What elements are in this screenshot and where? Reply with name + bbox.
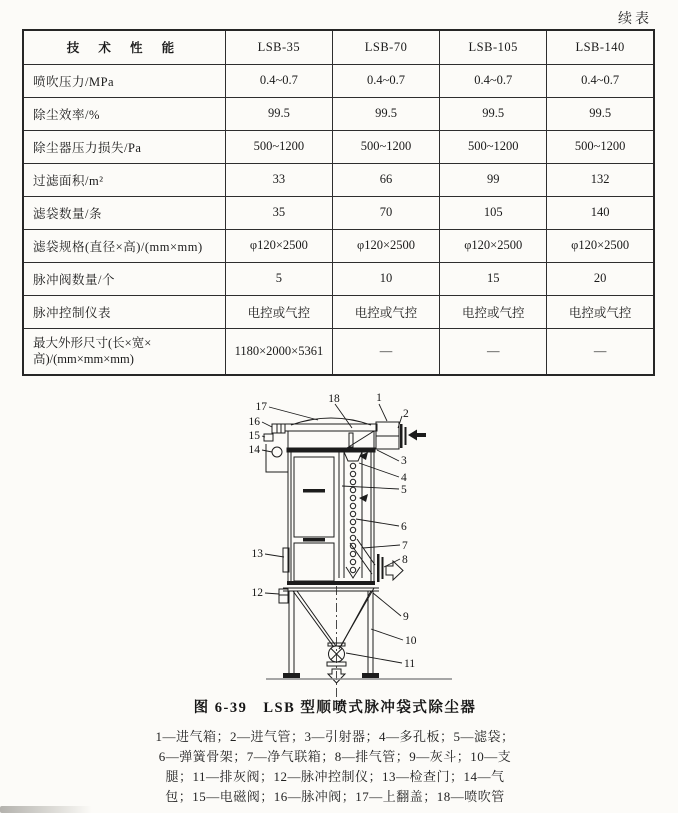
- callout-6: 6: [401, 521, 407, 533]
- figure-legend-line: 6—弹簧骨架；7—净气联箱；8—排气管；9—灰斗；10—支: [158, 749, 512, 764]
- table-row: [23, 229, 654, 262]
- flow-arrow-icon: [359, 452, 368, 460]
- table-cell: —: [332, 328, 439, 375]
- table-cell: φ120×2500: [547, 229, 654, 262]
- table-cell: 电控或气控: [225, 295, 332, 328]
- pulse-valve: [272, 424, 285, 433]
- air-bag: [272, 447, 282, 457]
- callout-5: 5: [401, 484, 407, 496]
- casing-panel-lower: [294, 543, 334, 581]
- hopper: [293, 591, 333, 646]
- flow-arrow-icon: [359, 494, 368, 502]
- table-cell: 20: [547, 262, 654, 295]
- column-header-lsb70: LSB-70: [332, 30, 439, 64]
- table-cell: 99: [440, 163, 547, 196]
- table-cell: 33: [225, 163, 332, 196]
- row-header: 滤袋数量/条: [23, 196, 225, 229]
- table-row: [23, 328, 654, 375]
- callout-3: 3: [401, 455, 407, 467]
- table-cell: 0.4~0.7: [225, 64, 332, 97]
- table-cell: 66: [332, 163, 439, 196]
- table-header-row: [23, 30, 654, 64]
- callout-18: 18: [328, 393, 340, 405]
- table-cell: —: [440, 328, 547, 375]
- continued-table-label: 续表: [618, 12, 652, 27]
- top-lid-band: [285, 424, 377, 431]
- figure-legend-line: 腿；11—排灰阀；12—脉冲控制仪；13—检查门；14—气: [165, 769, 505, 784]
- callout-11: 11: [404, 658, 416, 670]
- column-header-lsb35: LSB-35: [225, 30, 332, 64]
- table-cell: 0.4~0.7: [547, 64, 654, 97]
- table-cell: 500~1200: [225, 130, 332, 163]
- row-header: 最大外形尺寸(长×宽×高)/(mm×mm×mm): [23, 328, 225, 375]
- callout-7: 7: [402, 540, 408, 552]
- table-cell: 电控或气控: [440, 295, 547, 328]
- table-cell: 10: [332, 262, 439, 295]
- table-cell: φ120×2500: [440, 229, 547, 262]
- table-row: [23, 97, 654, 130]
- figure-title: 图 6-39 LSB 型顺喷式脉冲袋式除尘器: [193, 700, 477, 716]
- figure-caption: [94, 696, 576, 807]
- row-header: 脉冲控制仪表: [23, 295, 225, 328]
- callout-12: 12: [251, 587, 263, 599]
- callout-16: 16: [248, 416, 260, 428]
- column-header-performance: 技 术 性 能: [23, 30, 225, 64]
- callout-10: 10: [405, 635, 417, 647]
- inlet-flange: [400, 424, 403, 448]
- casing-panel-upper: [294, 457, 334, 537]
- inlet-flow-arrow-icon: [408, 430, 426, 441]
- column-header-lsb105: LSB-105: [440, 30, 547, 64]
- dust-collector-diagram: [230, 390, 470, 702]
- table-cell: 500~1200: [332, 130, 439, 163]
- table-cell: 105: [440, 196, 547, 229]
- table-row: [23, 64, 654, 97]
- row-header: 除尘效率/%: [23, 97, 225, 130]
- table-cell: 500~1200: [440, 130, 547, 163]
- spec-table: [22, 29, 655, 376]
- row-header: 滤袋规格(直径×高)/(mm×mm): [23, 229, 225, 262]
- table-cell: —: [547, 328, 654, 375]
- row-header: 喷吹压力/MPa: [23, 64, 225, 97]
- scan-artifact: [0, 806, 92, 813]
- table-cell: 99.5: [225, 97, 332, 130]
- ejector: [344, 452, 362, 461]
- table-cell: φ120×2500: [225, 229, 332, 262]
- tube-sheet: [287, 448, 375, 452]
- table-cell: 0.4~0.7: [440, 64, 547, 97]
- table-cell: 15: [440, 262, 547, 295]
- callout-15: 15: [248, 430, 260, 442]
- table-cell: 35: [225, 196, 332, 229]
- callout-8: 8: [402, 554, 408, 566]
- machine-outline: [264, 418, 452, 700]
- table-row: [23, 262, 654, 295]
- figure-legend-line: 1—进气箱；2—进气管；3—引射器；4—多孔板；5—滤袋；: [155, 729, 515, 744]
- row-header: 除尘器压力损失/Pa: [23, 130, 225, 163]
- table-row: [23, 295, 654, 328]
- table-row: [23, 163, 654, 196]
- callout-14: 14: [248, 444, 260, 456]
- callout-labels: [249, 392, 417, 670]
- callout-1: 1: [376, 392, 382, 404]
- callout-13: 13: [251, 548, 263, 560]
- callout-17: 17: [255, 401, 267, 413]
- figure-legend-line: 包；15—电磁阀；16—脉冲阀；17—上翻盖；18—喷吹管: [165, 789, 505, 804]
- table-cell: φ120×2500: [332, 229, 439, 262]
- table-cell: 132: [547, 163, 654, 196]
- deflector-plate: [347, 431, 374, 448]
- solenoid-valve: [264, 434, 273, 441]
- row-header: 脉冲阀数量/个: [23, 262, 225, 295]
- table-cell: 500~1200: [547, 130, 654, 163]
- callout-2: 2: [403, 408, 409, 420]
- callout-4: 4: [401, 472, 407, 484]
- callout-9: 9: [403, 611, 409, 623]
- table-cell: 70: [332, 196, 439, 229]
- table-cell: 5: [225, 262, 332, 295]
- table-cell: 电控或气控: [332, 295, 439, 328]
- table-cell: 140: [547, 196, 654, 229]
- table-cell: 99.5: [547, 97, 654, 130]
- exhaust-flow-arrow-icon: [386, 561, 403, 580]
- row-header: 过滤面积/m²: [23, 163, 225, 196]
- leader-lines: [262, 404, 403, 663]
- table-cell: 电控或气控: [547, 295, 654, 328]
- exhaust-flange: [377, 554, 380, 582]
- table-cell: 99.5: [332, 97, 439, 130]
- table-cell: 0.4~0.7: [332, 64, 439, 97]
- spring-frame: [350, 463, 355, 572]
- column-header-lsb140: LSB-140: [547, 30, 654, 64]
- table-cell: 1180×2000×5361: [225, 328, 332, 375]
- table-row: [23, 130, 654, 163]
- table-cell: 99.5: [440, 97, 547, 130]
- table-row: [23, 196, 654, 229]
